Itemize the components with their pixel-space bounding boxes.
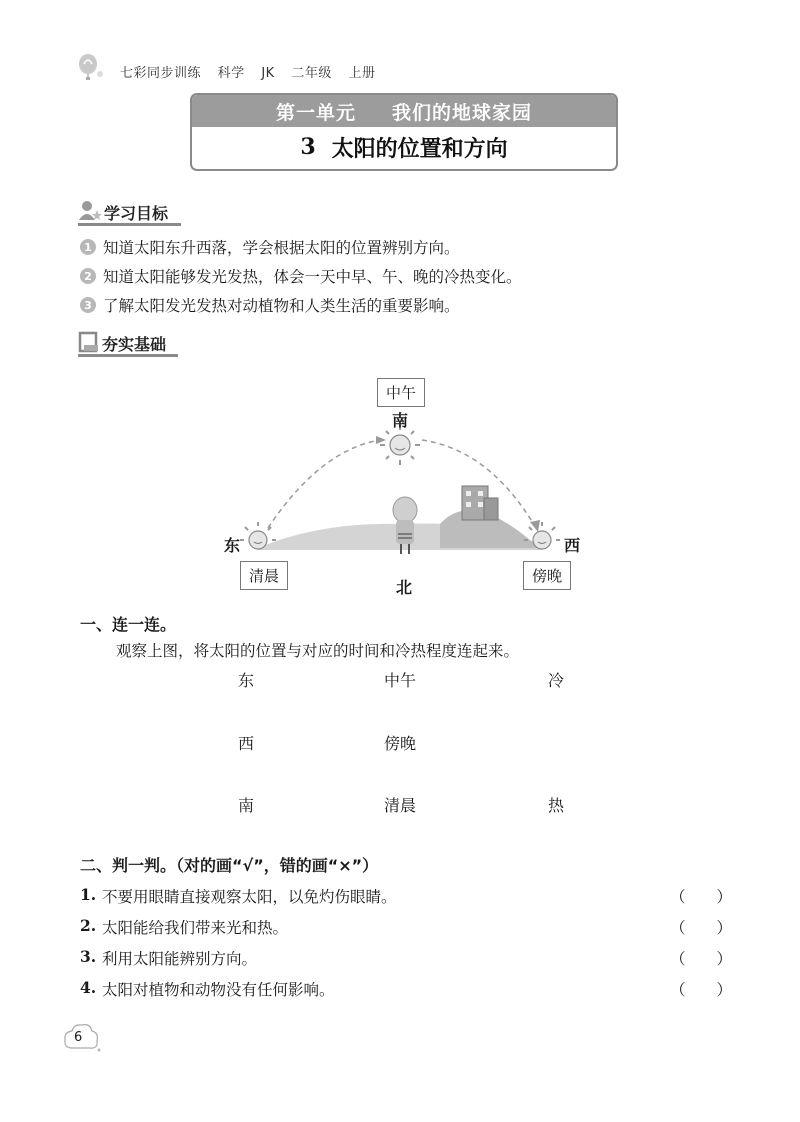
objectives-underline: [78, 223, 181, 226]
match-word-morning[interactable]: 清晨: [384, 796, 417, 815]
unit-title-bar: [192, 95, 616, 127]
judge-item: [80, 885, 397, 907]
objective-badge: 3: [80, 297, 96, 313]
judge-item-number: 2.: [80, 916, 97, 935]
judge-item: [80, 947, 257, 969]
header-series: 七彩同步训练: [120, 66, 202, 81]
judge-item: [80, 916, 288, 938]
answer-blank[interactable]: （ ）: [670, 981, 733, 999]
header-volume: 上册: [348, 66, 376, 81]
evening-label: 傍晚: [523, 561, 571, 590]
answer-blank[interactable]: （ ）: [670, 950, 733, 968]
answer-blank[interactable]: （ ）: [670, 919, 733, 937]
q1-instruction: 观察上图，将太阳的位置与对应的时间和冷热程度连起来。: [116, 642, 520, 660]
sun-path-arc-east: [268, 440, 380, 528]
objective-item: [80, 265, 522, 287]
judge-item-text: 不要用眼睛直接观察太阳，以免灼伤眼睛。: [102, 888, 397, 906]
arrow-head-icon: [376, 436, 386, 444]
basics-underline: [78, 354, 178, 357]
q2-title: 二、判一判。（对的画“√”，错的画“×”）: [80, 856, 379, 875]
judge-item-number: 3.: [80, 947, 97, 966]
answer-blank[interactable]: （ ）: [670, 888, 733, 906]
direction-south: 南: [392, 411, 409, 430]
page-header: [120, 62, 387, 81]
match-word-noon[interactable]: 中午: [384, 671, 417, 690]
judge-item-text: 太阳能给我们带来光和热。: [102, 919, 289, 937]
unit-name: 我们的地球家园: [392, 101, 533, 124]
q1-title: 一、连一连。: [80, 615, 177, 634]
objective-item: [80, 236, 460, 258]
objective-item: [80, 294, 460, 316]
header-edition: JK: [261, 66, 275, 81]
match-word-south[interactable]: 南: [238, 796, 255, 815]
judge-item-number: 1.: [80, 885, 97, 904]
judge-item: [80, 978, 335, 1000]
judge-item-number: 4.: [80, 978, 97, 997]
lesson-title-text: 太阳的位置和方向: [331, 135, 508, 162]
basics-heading: 夯实基础: [102, 335, 167, 354]
notebook-icon: [78, 331, 100, 353]
lesson-title: [192, 127, 616, 167]
match-word-cold[interactable]: 冷: [548, 671, 565, 690]
balloon-logo-icon: [76, 52, 106, 82]
judge-item-text: 太阳对植物和动物没有任何影响。: [102, 981, 335, 999]
objective-text: 知道太阳能够发光发热，体会一天中早、午、晚的冷热变化。: [103, 268, 522, 286]
noon-label: 中午: [377, 378, 425, 407]
objective-badge: 2: [80, 268, 96, 284]
noon-sun-icon: [380, 425, 420, 465]
match-word-evening[interactable]: 傍晚: [384, 734, 417, 753]
judge-item-text: 利用太阳能辨别方向。: [102, 950, 258, 968]
objective-text: 了解太阳发光发热对动植物和人类生活的重要影响。: [103, 297, 460, 315]
unit-label: 第一单元: [275, 101, 356, 124]
direction-west: 西: [564, 536, 581, 555]
direction-north: 北: [396, 578, 413, 597]
match-word-hot[interactable]: 热: [548, 796, 565, 815]
header-grade: 二年级: [291, 66, 332, 81]
lesson-title-box: [190, 93, 618, 171]
person-star-icon: [78, 200, 102, 222]
objective-text: 知道太阳东升西落，学会根据太阳的位置辨别方向。: [103, 239, 460, 257]
direction-east: 东: [224, 536, 241, 555]
header-subject: 科学: [217, 66, 245, 81]
lesson-number: 3: [300, 134, 316, 160]
morning-label: 清晨: [240, 561, 288, 590]
match-word-west[interactable]: 西: [238, 734, 255, 753]
building-icon: [462, 486, 498, 520]
objective-badge: 1: [80, 239, 96, 255]
objectives-heading: 学习目标: [104, 204, 169, 223]
page-number: 6: [74, 1030, 83, 1045]
match-word-east[interactable]: 东: [238, 671, 255, 690]
